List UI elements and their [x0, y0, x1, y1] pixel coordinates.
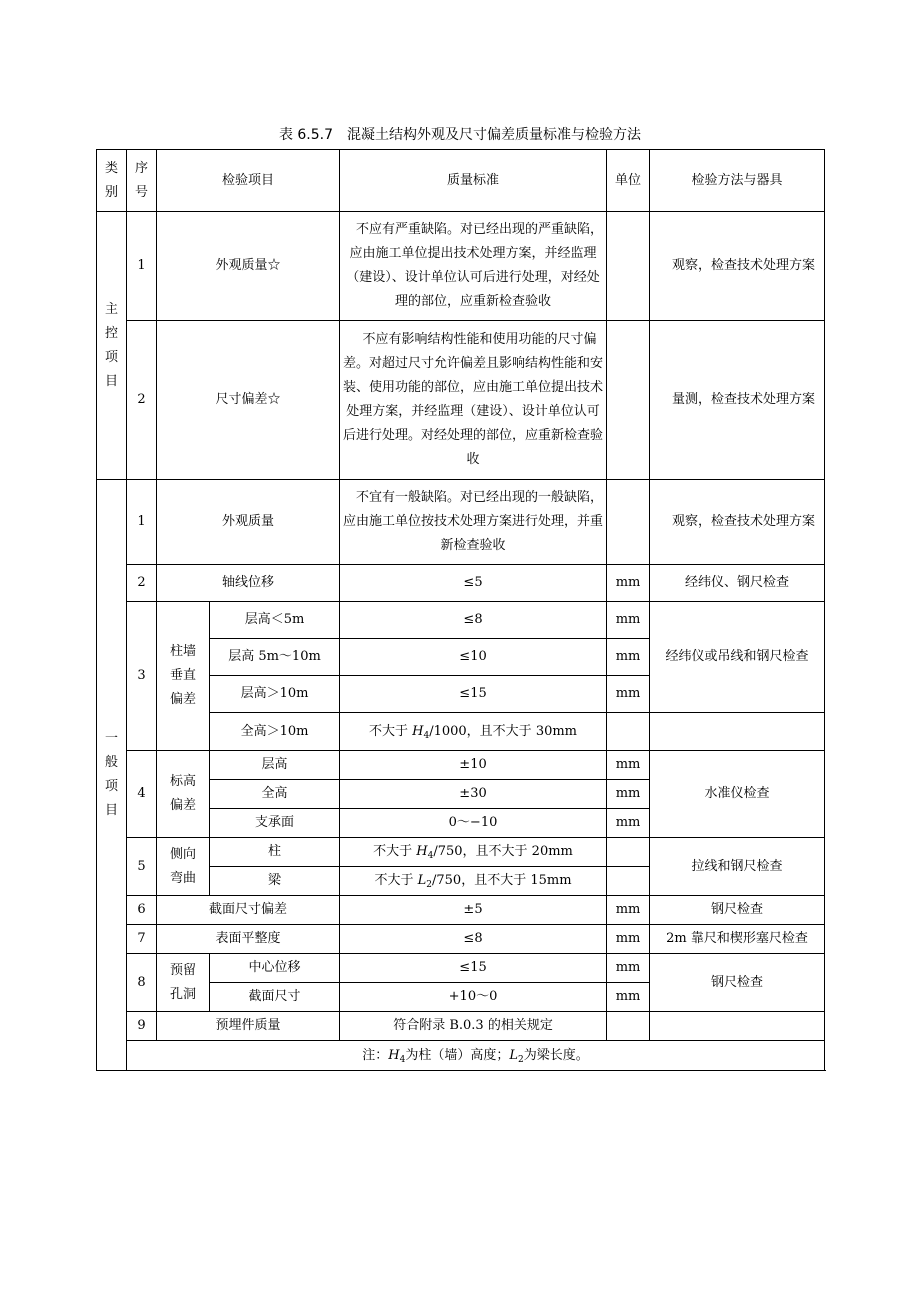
item-cell: 全高	[210, 780, 340, 809]
table-row	[97, 751, 825, 780]
category-main-control: 主 控 项 目	[97, 212, 127, 480]
item-cell: 外观质量☆	[157, 212, 340, 321]
method-cell: 量测，检查技术处理方案	[650, 321, 825, 480]
unit-cell	[607, 480, 650, 565]
standard-cell: ≤8	[340, 602, 607, 639]
seq-cell: 4	[127, 751, 157, 838]
seq-cell: 2	[127, 565, 157, 602]
unit-cell: mm	[607, 983, 650, 1012]
table-row	[97, 896, 825, 925]
seq-cell: 1	[127, 480, 157, 565]
unit-cell: mm	[607, 780, 650, 809]
method-cell: 观察，检查技术处理方案	[650, 212, 825, 321]
standard-cell: 0～−10	[340, 809, 607, 838]
standard-cell: 不大于 $L_2/750$，且不大于 15mm	[340, 867, 607, 896]
unit-cell	[607, 867, 650, 896]
standard-cell: 不大于 $H_4/1000$，且不大于 30mm	[340, 713, 607, 751]
standard-cell: 不应有严重缺陷。对已经出现的严重缺陷，应由施工单位提出技术处理方案，并经监理（建设）、设计单位认可后进行处理，对经处理的部位，应重新检查验收	[340, 212, 607, 321]
table-row	[97, 565, 825, 602]
method-cell: 钢尺检查	[650, 954, 825, 1012]
table-title: 表 6.5.7 混凝土结构外观及尺寸偏差质量标准与检验方法	[278, 127, 642, 143]
item-cell: 表面平整度	[157, 925, 340, 954]
item-cell: 层高	[210, 751, 340, 780]
table-row	[97, 321, 825, 480]
header-item: 检验项目	[157, 150, 340, 212]
unit-cell	[607, 212, 650, 321]
standard-cell: 不大于 $H_4/750$，且不大于 20mm	[340, 838, 607, 867]
table-row	[97, 925, 825, 954]
method-cell: 拉线和钢尺检查	[650, 838, 825, 896]
unit-cell: mm	[607, 602, 650, 639]
standard-cell: ±10	[340, 751, 607, 780]
item-cell: 截面尺寸偏差	[157, 896, 340, 925]
subgroup-label: 预留 孔洞	[157, 954, 210, 1012]
seq-cell: 1	[127, 212, 157, 321]
note-row	[97, 1041, 825, 1071]
item-cell: 支承面	[210, 809, 340, 838]
header-standard: 质量标准	[340, 150, 607, 212]
table-row	[97, 954, 825, 983]
header-row	[97, 150, 825, 212]
item-cell: 层高＞10m	[210, 676, 340, 713]
subgroup-label: 侧向 弯曲	[157, 838, 210, 896]
header-category: 类 别	[97, 150, 127, 212]
header-seq: 序 号	[127, 150, 157, 212]
standard-cell: ≤15	[340, 954, 607, 983]
standard-cell: ≤10	[340, 639, 607, 676]
standard-cell: ≤8	[340, 925, 607, 954]
standard-cell: 不应有影响结构性能和使用功能的尺寸偏差。对超过尺寸允许偏差且影响结构性能和安装、使用功能的部位，应由施工单位提出技术处理方案，并经监理（建设）、设计单位认可后进行处理。对经处理的部位，应重新检查验收	[340, 321, 607, 480]
unit-cell	[607, 713, 650, 751]
item-cell: 全高＞10m	[210, 713, 340, 751]
item-cell: 层高 5m～10m	[210, 639, 340, 676]
unit-cell: mm	[607, 896, 650, 925]
unit-cell	[607, 1012, 650, 1041]
unit-cell: mm	[607, 925, 650, 954]
method-cell: 钢尺检查	[650, 896, 825, 925]
table-row	[97, 602, 825, 639]
method-cell	[650, 713, 825, 751]
seq-cell: 2	[127, 321, 157, 480]
unit-cell	[607, 321, 650, 480]
seq-cell: 7	[127, 925, 157, 954]
item-cell: 预埋件质量	[157, 1012, 340, 1041]
unit-cell: mm	[607, 676, 650, 713]
item-cell: 柱	[210, 838, 340, 867]
unit-cell: mm	[607, 639, 650, 676]
standard-cell: ±5	[340, 896, 607, 925]
table-row	[97, 1012, 825, 1041]
seq-cell: 8	[127, 954, 157, 1012]
method-cell: 观察，检查技术处理方案	[650, 480, 825, 565]
header-unit: 单位	[607, 150, 650, 212]
standard-cell: +10～0	[340, 983, 607, 1012]
method-cell: 经纬仪、钢尺检查	[650, 565, 825, 602]
seq-cell: 3	[127, 602, 157, 751]
table-row	[97, 838, 825, 867]
subgroup-label: 柱墙 垂直 偏差	[157, 602, 210, 751]
table-row	[97, 480, 825, 565]
header-method: 检验方法与器具	[650, 150, 825, 212]
method-cell: 水准仪检查	[650, 751, 825, 838]
seq-cell: 6	[127, 896, 157, 925]
seq-cell: 5	[127, 838, 157, 896]
quality-standard-table	[96, 149, 825, 1071]
unit-cell: mm	[607, 954, 650, 983]
standard-cell: ≤15	[340, 676, 607, 713]
subgroup-label: 标高 偏差	[157, 751, 210, 838]
method-cell	[650, 1012, 825, 1041]
standard-cell: 不宜有一般缺陷。对已经出现的一般缺陷，应由施工单位按技术处理方案进行处理，并重新检查验收	[340, 480, 607, 565]
unit-cell: mm	[607, 751, 650, 780]
item-cell: 层高＜5m	[210, 602, 340, 639]
unit-cell: mm	[607, 565, 650, 602]
method-cell: 2m 靠尺和楔形塞尺检查	[650, 925, 825, 954]
method-cell: 经纬仪或吊线和钢尺检查	[650, 602, 825, 713]
item-cell: 外观质量	[157, 480, 340, 565]
category-general: 一 般 项 目	[97, 480, 127, 1071]
unit-cell	[607, 838, 650, 867]
item-cell: 轴线位移	[157, 565, 340, 602]
seq-cell: 9	[127, 1012, 157, 1041]
item-cell: 截面尺寸	[210, 983, 340, 1012]
item-cell: 梁	[210, 867, 340, 896]
table-note: 注：$H_4$为柱（墙）高度；$L_2$为梁长度。	[127, 1041, 825, 1071]
table-row	[97, 212, 825, 321]
standard-cell: 符合附录 B.0.3 的相关规定	[340, 1012, 607, 1041]
standard-cell: ≤5	[340, 565, 607, 602]
unit-cell: mm	[607, 809, 650, 838]
item-cell: 尺寸偏差☆	[157, 321, 340, 480]
item-cell: 中心位移	[210, 954, 340, 983]
standard-cell: ±30	[340, 780, 607, 809]
